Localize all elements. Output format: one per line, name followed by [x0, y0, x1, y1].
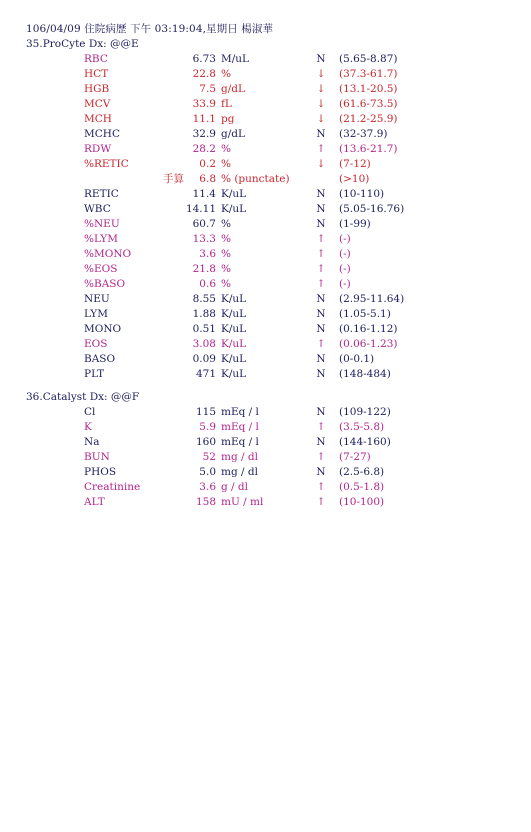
- section-title: 36.Catalyst Dx: @@F: [26, 391, 140, 403]
- result-flag: N: [316, 53, 326, 65]
- reference-range: (148-484): [339, 368, 391, 380]
- test-name: PHOS: [84, 466, 117, 478]
- test-value: 3.6: [199, 481, 216, 493]
- test-value: 5.9: [199, 421, 216, 433]
- test-unit: %: [221, 68, 231, 80]
- result-row: [0, 495, 531, 510]
- test-name: %EOS: [84, 263, 118, 275]
- test-name: EOS: [84, 338, 108, 350]
- result-row: [0, 292, 531, 307]
- test-value: 11.4: [192, 188, 216, 200]
- test-unit: K/uL: [221, 323, 247, 335]
- result-flag: ↑: [316, 233, 326, 245]
- test-value: 0.51: [192, 323, 216, 335]
- manual-count-label: 手算: [163, 173, 184, 185]
- reference-range: (144-160): [339, 436, 391, 448]
- result-row: [0, 277, 531, 292]
- reference-range: (10-110): [339, 188, 385, 200]
- test-name: MCH: [84, 113, 112, 125]
- result-flag: ↑: [316, 421, 326, 433]
- test-name: MONO: [84, 323, 122, 335]
- result-row: [0, 322, 531, 337]
- result-flag: ↑: [316, 481, 326, 493]
- result-row: [0, 217, 531, 232]
- result-row: [0, 187, 531, 202]
- test-value: 52: [202, 451, 216, 463]
- result-row: [0, 337, 531, 352]
- test-value: 11.1: [192, 113, 216, 125]
- test-name: HCT: [84, 68, 109, 80]
- test-value: 0.6: [199, 278, 216, 290]
- test-value: 0.2: [199, 158, 216, 170]
- result-flag: ↑: [316, 278, 326, 290]
- test-name: %BASO: [84, 278, 126, 290]
- test-unit: K/uL: [221, 203, 247, 215]
- test-name: ALT: [84, 496, 105, 508]
- test-name: PLT: [84, 368, 105, 380]
- test-value: 5.0: [199, 466, 216, 478]
- reference-range: (13.6-21.7): [339, 143, 398, 155]
- reference-range: (37.3-61.7): [339, 68, 398, 80]
- reference-range: (109-122): [339, 406, 391, 418]
- test-value: 28.2: [192, 143, 216, 155]
- test-name: WBC: [84, 203, 111, 215]
- test-name: NEU: [84, 293, 110, 305]
- reference-range: (5.65-8.87): [339, 53, 398, 65]
- test-value: 158: [195, 496, 216, 508]
- result-row: [0, 232, 531, 247]
- reference-range: (-): [339, 278, 351, 290]
- test-name: RDW: [84, 143, 112, 155]
- test-unit: M/uL: [221, 53, 250, 65]
- test-name: LYM: [84, 308, 108, 320]
- result-row: [0, 367, 531, 382]
- test-unit: %: [221, 248, 231, 260]
- test-unit: % (punctate): [221, 173, 290, 185]
- test-name: BASO: [84, 353, 116, 365]
- reference-range: (13.1-20.5): [339, 83, 398, 95]
- test-unit: %: [221, 143, 231, 155]
- reference-range: (2.5-6.8): [339, 466, 385, 478]
- section-title: 35.ProCyte Dx: @@E: [26, 38, 139, 50]
- reference-range: (>10): [339, 173, 370, 185]
- result-flag: ↓: [316, 83, 326, 95]
- result-row: [0, 262, 531, 277]
- result-flag: N: [316, 203, 326, 215]
- result-row: [0, 67, 531, 82]
- result-flag: N: [316, 188, 326, 200]
- test-unit: mEq / l: [221, 406, 259, 418]
- result-row: [0, 465, 531, 480]
- result-flag: ↓: [316, 113, 326, 125]
- test-unit: pg: [221, 113, 235, 125]
- result-flag: N: [316, 466, 326, 478]
- test-unit: %: [221, 278, 231, 290]
- reference-range: (0-0.1): [339, 353, 375, 365]
- test-unit: mEq / l: [221, 421, 259, 433]
- result-flag: N: [316, 368, 326, 380]
- result-row: [0, 420, 531, 435]
- result-row: [0, 112, 531, 127]
- reference-range: (0.06-1.23): [339, 338, 398, 350]
- test-name: MCV: [84, 98, 111, 110]
- result-row: [0, 142, 531, 157]
- result-row: [0, 202, 531, 217]
- test-value: 21.8: [192, 263, 216, 275]
- result-flag: ↑: [316, 496, 326, 508]
- reference-range: (32-37.9): [339, 128, 388, 140]
- result-row: [0, 480, 531, 495]
- test-name: RBC: [84, 53, 108, 65]
- test-value: 471: [195, 368, 216, 380]
- reference-range: (-): [339, 263, 351, 275]
- test-name: %NEU: [84, 218, 120, 230]
- report-header: 106/04/09 住院病歷 下午 03:19:04,星期日 楊淑華: [26, 23, 274, 35]
- test-unit: K/uL: [221, 368, 247, 380]
- test-unit: mEq / l: [221, 436, 259, 448]
- test-name: %RETIC: [84, 158, 129, 170]
- test-value: 6.8: [199, 173, 216, 185]
- reference-range: (10-100): [339, 496, 385, 508]
- result-row: [0, 247, 531, 262]
- test-value: 60.7: [192, 218, 216, 230]
- test-unit: K/uL: [221, 308, 247, 320]
- test-name: Na: [84, 436, 100, 448]
- result-flag: N: [316, 353, 326, 365]
- test-unit: mg / dl: [221, 466, 258, 478]
- test-value: 3.6: [199, 248, 216, 260]
- result-flag: ↑: [316, 338, 326, 350]
- test-name: BUN: [84, 451, 110, 463]
- test-unit: %: [221, 158, 231, 170]
- result-flag: N: [316, 406, 326, 418]
- result-row: [0, 405, 531, 420]
- reference-range: (1.05-5.1): [339, 308, 391, 320]
- test-unit: K/uL: [221, 188, 247, 200]
- result-flag: N: [316, 323, 326, 335]
- result-flag: ↓: [316, 68, 326, 80]
- reference-range: (-): [339, 248, 351, 260]
- result-flag: ↓: [316, 98, 326, 110]
- test-value: 22.8: [192, 68, 216, 80]
- reference-range: (7-27): [339, 451, 371, 463]
- result-row: [0, 97, 531, 112]
- reference-range: (1-99): [339, 218, 371, 230]
- reference-range: (5.05-16.76): [339, 203, 405, 215]
- test-value: 1.88: [192, 308, 216, 320]
- result-row: [0, 450, 531, 465]
- result-flag: ↑: [316, 143, 326, 155]
- test-unit: mU / ml: [221, 496, 264, 508]
- test-name: %LYM: [84, 233, 118, 245]
- test-name: HGB: [84, 83, 110, 95]
- result-row: [0, 82, 531, 97]
- result-flag: ↑: [316, 248, 326, 260]
- result-flag: N: [316, 436, 326, 448]
- test-unit: K/uL: [221, 338, 247, 350]
- test-name: MCHC: [84, 128, 120, 140]
- test-unit: g/dL: [221, 83, 245, 95]
- test-unit: %: [221, 218, 231, 230]
- test-unit: %: [221, 233, 231, 245]
- test-unit: mg / dl: [221, 451, 258, 463]
- test-name: %MONO: [84, 248, 132, 260]
- reference-range: (61.6-73.5): [339, 98, 398, 110]
- result-row: [0, 127, 531, 142]
- result-flag: N: [316, 308, 326, 320]
- result-flag: ↓: [316, 158, 326, 170]
- test-unit: g/dL: [221, 128, 245, 140]
- result-row: [0, 352, 531, 367]
- test-value: 115: [195, 406, 216, 418]
- result-flag: N: [316, 218, 326, 230]
- test-name: RETIC: [84, 188, 119, 200]
- reference-range: (-): [339, 233, 351, 245]
- test-value: 33.9: [192, 98, 216, 110]
- reference-range: (7-12): [339, 158, 371, 170]
- result-flag: N: [316, 293, 326, 305]
- test-unit: g / dl: [221, 481, 249, 493]
- reference-range: (0.16-1.12): [339, 323, 398, 335]
- result-row: [0, 52, 531, 67]
- test-value: 14.11: [185, 203, 216, 215]
- result-row: [0, 307, 531, 322]
- test-name: Creatinine: [84, 481, 141, 493]
- test-value: 6.73: [192, 53, 216, 65]
- result-flag: ↑: [316, 451, 326, 463]
- test-value: 3.08: [192, 338, 216, 350]
- test-value: 32.9: [192, 128, 216, 140]
- result-row: [0, 435, 531, 450]
- test-value: 8.55: [192, 293, 216, 305]
- test-unit: %: [221, 263, 231, 275]
- test-name: K: [84, 421, 92, 433]
- reference-range: (21.2-25.9): [339, 113, 398, 125]
- test-value: 7.5: [199, 83, 216, 95]
- reference-range: (0.5-1.8): [339, 481, 385, 493]
- test-unit: fL: [221, 98, 232, 110]
- result-row: [0, 157, 531, 172]
- test-value: 13.3: [192, 233, 216, 245]
- test-value: 0.09: [192, 353, 216, 365]
- reference-range: (2.95-11.64): [339, 293, 405, 305]
- test-unit: K/uL: [221, 353, 247, 365]
- result-flag: N: [316, 128, 326, 140]
- test-unit: K/uL: [221, 293, 247, 305]
- test-name: Cl: [84, 406, 96, 418]
- test-value: 160: [195, 436, 216, 448]
- result-row: [0, 172, 531, 187]
- result-flag: ↑: [316, 263, 326, 275]
- reference-range: (3.5-5.8): [339, 421, 385, 433]
